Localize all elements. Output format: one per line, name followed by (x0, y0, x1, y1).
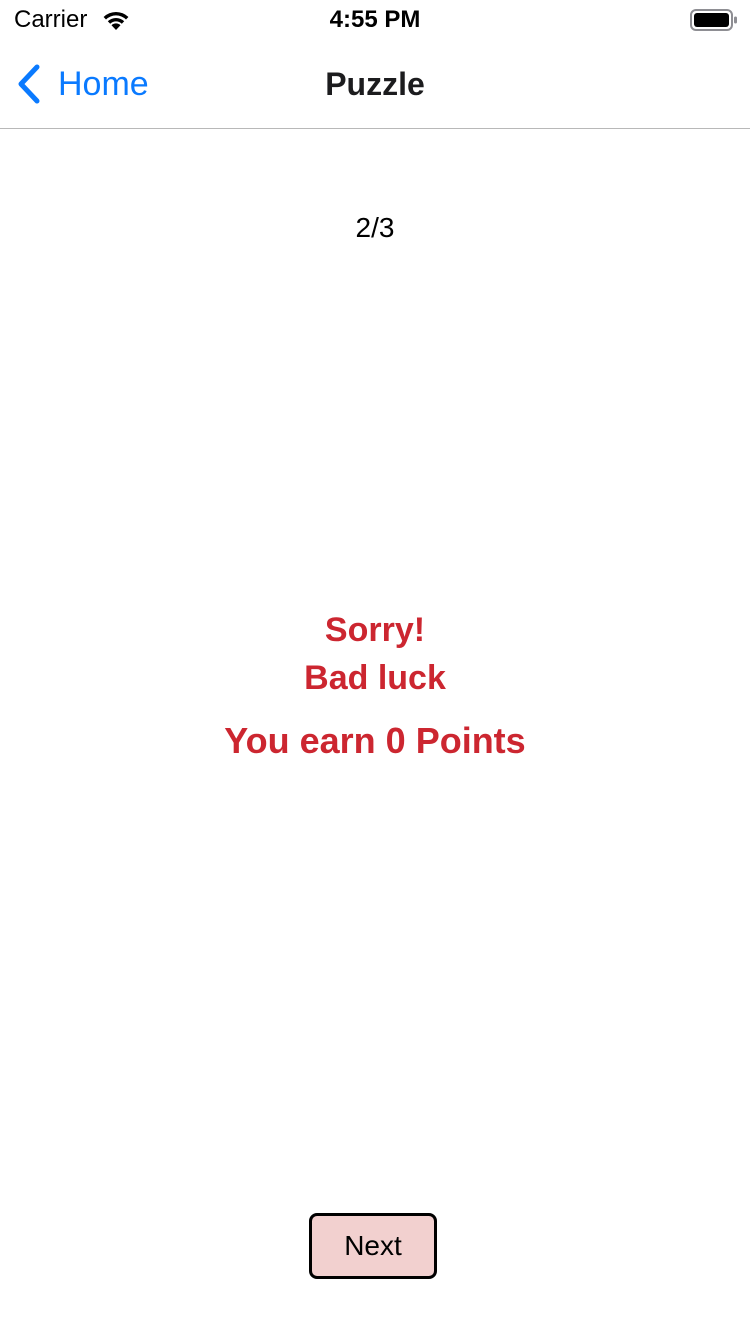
status-bar (0, 0, 750, 40)
battery-icon (690, 8, 738, 32)
page-title: Puzzle (325, 66, 425, 102)
next-button[interactable]: Next (309, 1213, 437, 1279)
result-title: Sorry! (324, 611, 426, 649)
navigation-bar (0, 40, 750, 129)
carrier-label: Carrier (14, 6, 88, 33)
points-message: You earn 0 Points (224, 720, 526, 761)
question-progress: 2/3 (355, 212, 395, 243)
status-time: 4:55 PM (329, 6, 421, 33)
back-button-label: Home (58, 65, 149, 103)
result-subtitle: Bad luck (304, 659, 446, 697)
result-message (0, 606, 750, 766)
